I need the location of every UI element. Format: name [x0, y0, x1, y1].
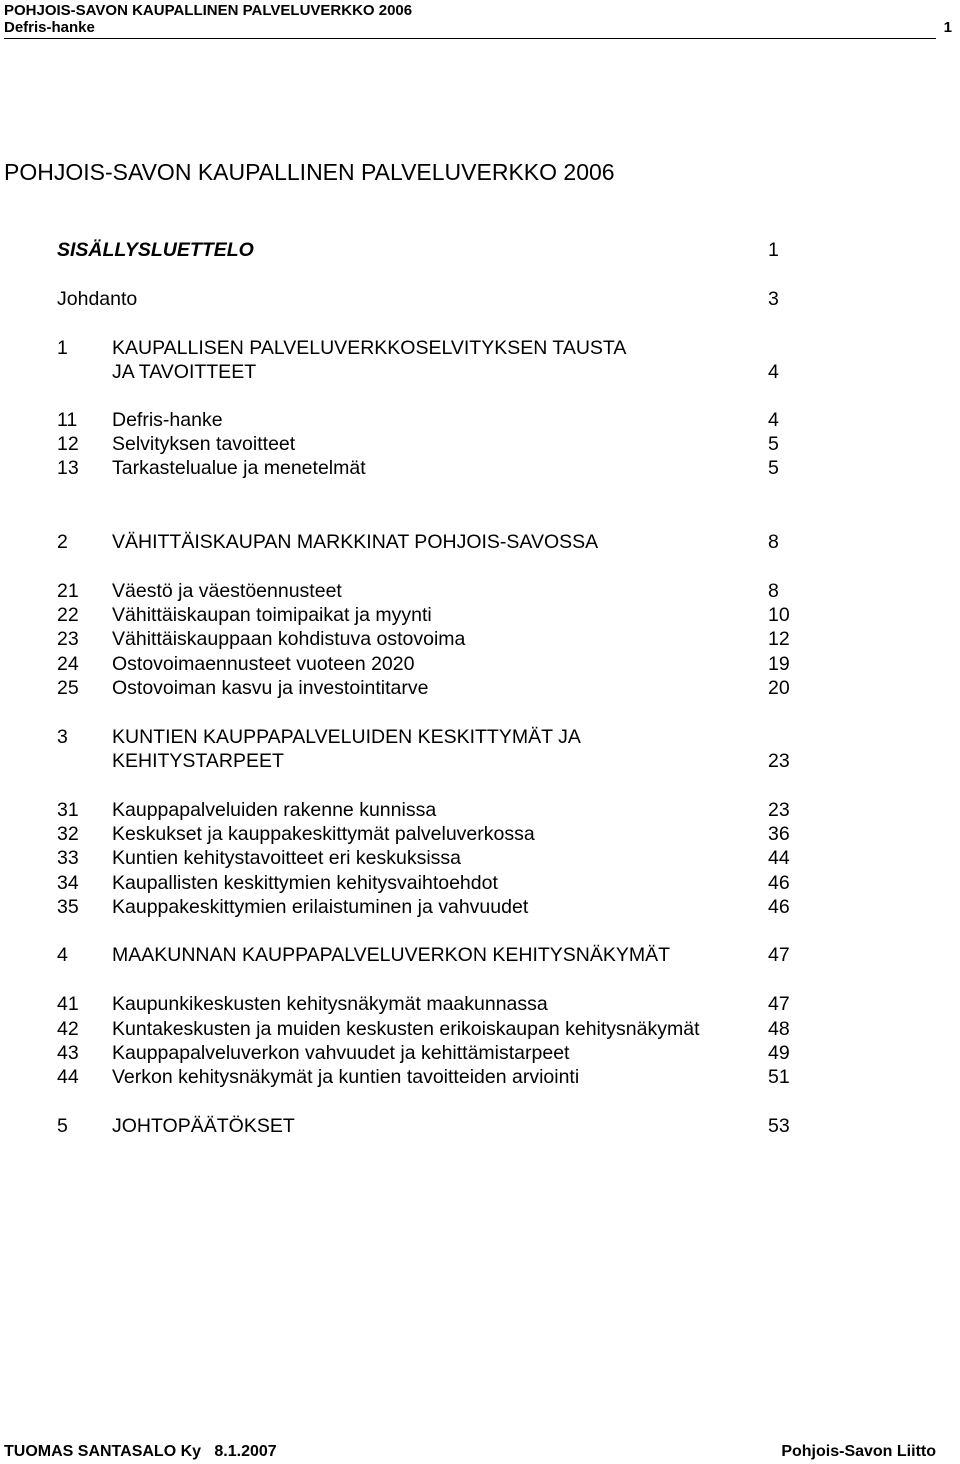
toc-item-title: Kuntien kehitystavoitteet eri keskuksissa [112, 847, 462, 869]
toc-item-number: 44 [57, 1066, 79, 1088]
toc-contents-label: SISÄLLYSLUETTELO [57, 239, 254, 261]
toc-item-page: 5 [768, 457, 779, 479]
toc-item-number: 24 [57, 653, 79, 675]
header-title: POHJOIS-SAVON KAUPALLINEN PALVELUVERKKO 2006 [4, 2, 413, 19]
toc-item-page: 49 [768, 1042, 790, 1064]
toc-item-number: 25 [57, 677, 79, 699]
toc-item-number: 32 [57, 823, 79, 845]
toc-intro-page: 3 [768, 288, 779, 310]
toc-section-number: 1 [57, 337, 68, 359]
toc-item-number: 31 [57, 799, 79, 821]
toc-item-page: 10 [768, 604, 790, 626]
toc-item-page: 36 [768, 823, 790, 845]
toc-item-page: 20 [768, 677, 790, 699]
toc-item-title: Selvityksen tavoitteet [112, 433, 296, 455]
toc-item-page: 47 [768, 993, 790, 1015]
toc-section-title: VÄHITTÄISKAUPAN MARKKINAT POHJOIS-SAVOSSA [112, 531, 599, 553]
toc-item-number: 43 [57, 1042, 79, 1064]
toc-section-number: 3 [57, 726, 68, 748]
toc-section-page: 8 [768, 531, 779, 553]
toc-item-number: 12 [57, 433, 79, 455]
toc-item-title: Kaupunkikeskusten kehitysnäkymät maakunnassa [112, 993, 548, 1015]
toc-item-title: Tarkastelualue ja menetelmät [112, 457, 366, 479]
toc-item-title: Ostovoiman kasvu ja investointitarve [112, 677, 429, 699]
toc-item-number: 35 [57, 896, 79, 918]
toc-item-page: 5 [768, 433, 779, 455]
toc-item-title: Kauppakeskittymien erilaistuminen ja vahvuudet [112, 896, 529, 918]
footer-author-date: TUOMAS SANTASALO Ky 8.1.2007 [4, 1443, 277, 1460]
document-title: POHJOIS-SAVON KAUPALLINEN PALVELUVERKKO 2006 [4, 159, 615, 185]
toc-item-title: Kaupallisten keskittymien kehitysvaihtoehdot [112, 872, 498, 894]
toc-section-number: 2 [57, 531, 68, 553]
toc-item-title: Vähittäiskaupan toimipaikat ja myynti [112, 604, 432, 626]
header-page-number: 1 [943, 19, 952, 36]
toc-section-number: 5 [57, 1115, 68, 1137]
toc-section-title-cont: KEHITYSTARPEET [112, 750, 284, 772]
toc-item-title: Vähittäiskauppaan kohdistuva ostovoima [112, 628, 466, 650]
toc-item-title: Kuntakeskusten ja muiden keskusten erikoiskaupan kehitysnäkymät [112, 1018, 700, 1040]
header-project: Defris-hanke [4, 19, 95, 36]
toc-item-page: 19 [768, 653, 790, 675]
toc-section-number: 4 [57, 944, 68, 966]
toc-item-number: 41 [57, 993, 79, 1015]
toc-item-number: 22 [57, 604, 79, 626]
toc-item-number: 23 [57, 628, 79, 650]
toc-item-page: 23 [768, 799, 790, 821]
toc-item-title: Väestö ja väestöennusteet [112, 580, 342, 602]
toc-section-page: 47 [768, 944, 790, 966]
toc-item-page: 12 [768, 628, 790, 650]
toc-section-title: JOHTOPÄÄTÖKSET [112, 1115, 295, 1137]
toc-item-page: 46 [768, 896, 790, 918]
toc-item-title: Keskukset ja kauppakeskittymät palveluverkossa [112, 823, 535, 845]
footer-organization: Pohjois-Savon Liitto [781, 1443, 936, 1460]
toc-intro-label: Johdanto [57, 288, 138, 310]
toc-section-title: MAAKUNNAN KAUPPAPALVELUVERKON KEHITYSNÄKYMÄT [112, 944, 671, 966]
toc-section-title-cont: JA TAVOITTEET [112, 361, 257, 383]
toc-item-number: 33 [57, 847, 79, 869]
toc-item-title: Verkon kehitysnäkymät ja kuntien tavoitteiden arviointi [112, 1066, 580, 1088]
toc-item-page: 44 [768, 847, 790, 869]
toc-item-page: 8 [768, 580, 779, 602]
toc-contents-page: 1 [768, 239, 779, 261]
toc-section-page: 4 [768, 361, 779, 383]
toc-item-title: Ostovoimaennusteet vuoteen 2020 [112, 653, 415, 675]
toc-section-page: 23 [768, 750, 790, 772]
toc-item-page: 4 [768, 409, 779, 431]
toc-item-title: Kauppapalveluverkon vahvuudet ja kehittämistarpeet [112, 1042, 570, 1064]
toc-section-title: KUNTIEN KAUPPAPALVELUIDEN KESKITTYMÄT JA [112, 726, 581, 748]
toc-section-page: 53 [768, 1115, 790, 1137]
toc-item-title: Kauppapalveluiden rakenne kunnissa [112, 799, 437, 821]
toc-item-page: 46 [768, 872, 790, 894]
toc-item-number: 13 [57, 457, 79, 479]
toc-item-number: 21 [57, 580, 79, 602]
toc-item-number: 42 [57, 1018, 79, 1040]
toc-item-title: Defris-hanke [112, 409, 223, 431]
toc-section-title: KAUPALLISEN PALVELUVERKKOSELVITYKSEN TAUSTA [112, 337, 627, 359]
toc-item-page: 48 [768, 1018, 790, 1040]
toc-item-number: 34 [57, 872, 79, 894]
toc-item-page: 51 [768, 1066, 790, 1088]
toc-item-number: 11 [57, 409, 78, 431]
